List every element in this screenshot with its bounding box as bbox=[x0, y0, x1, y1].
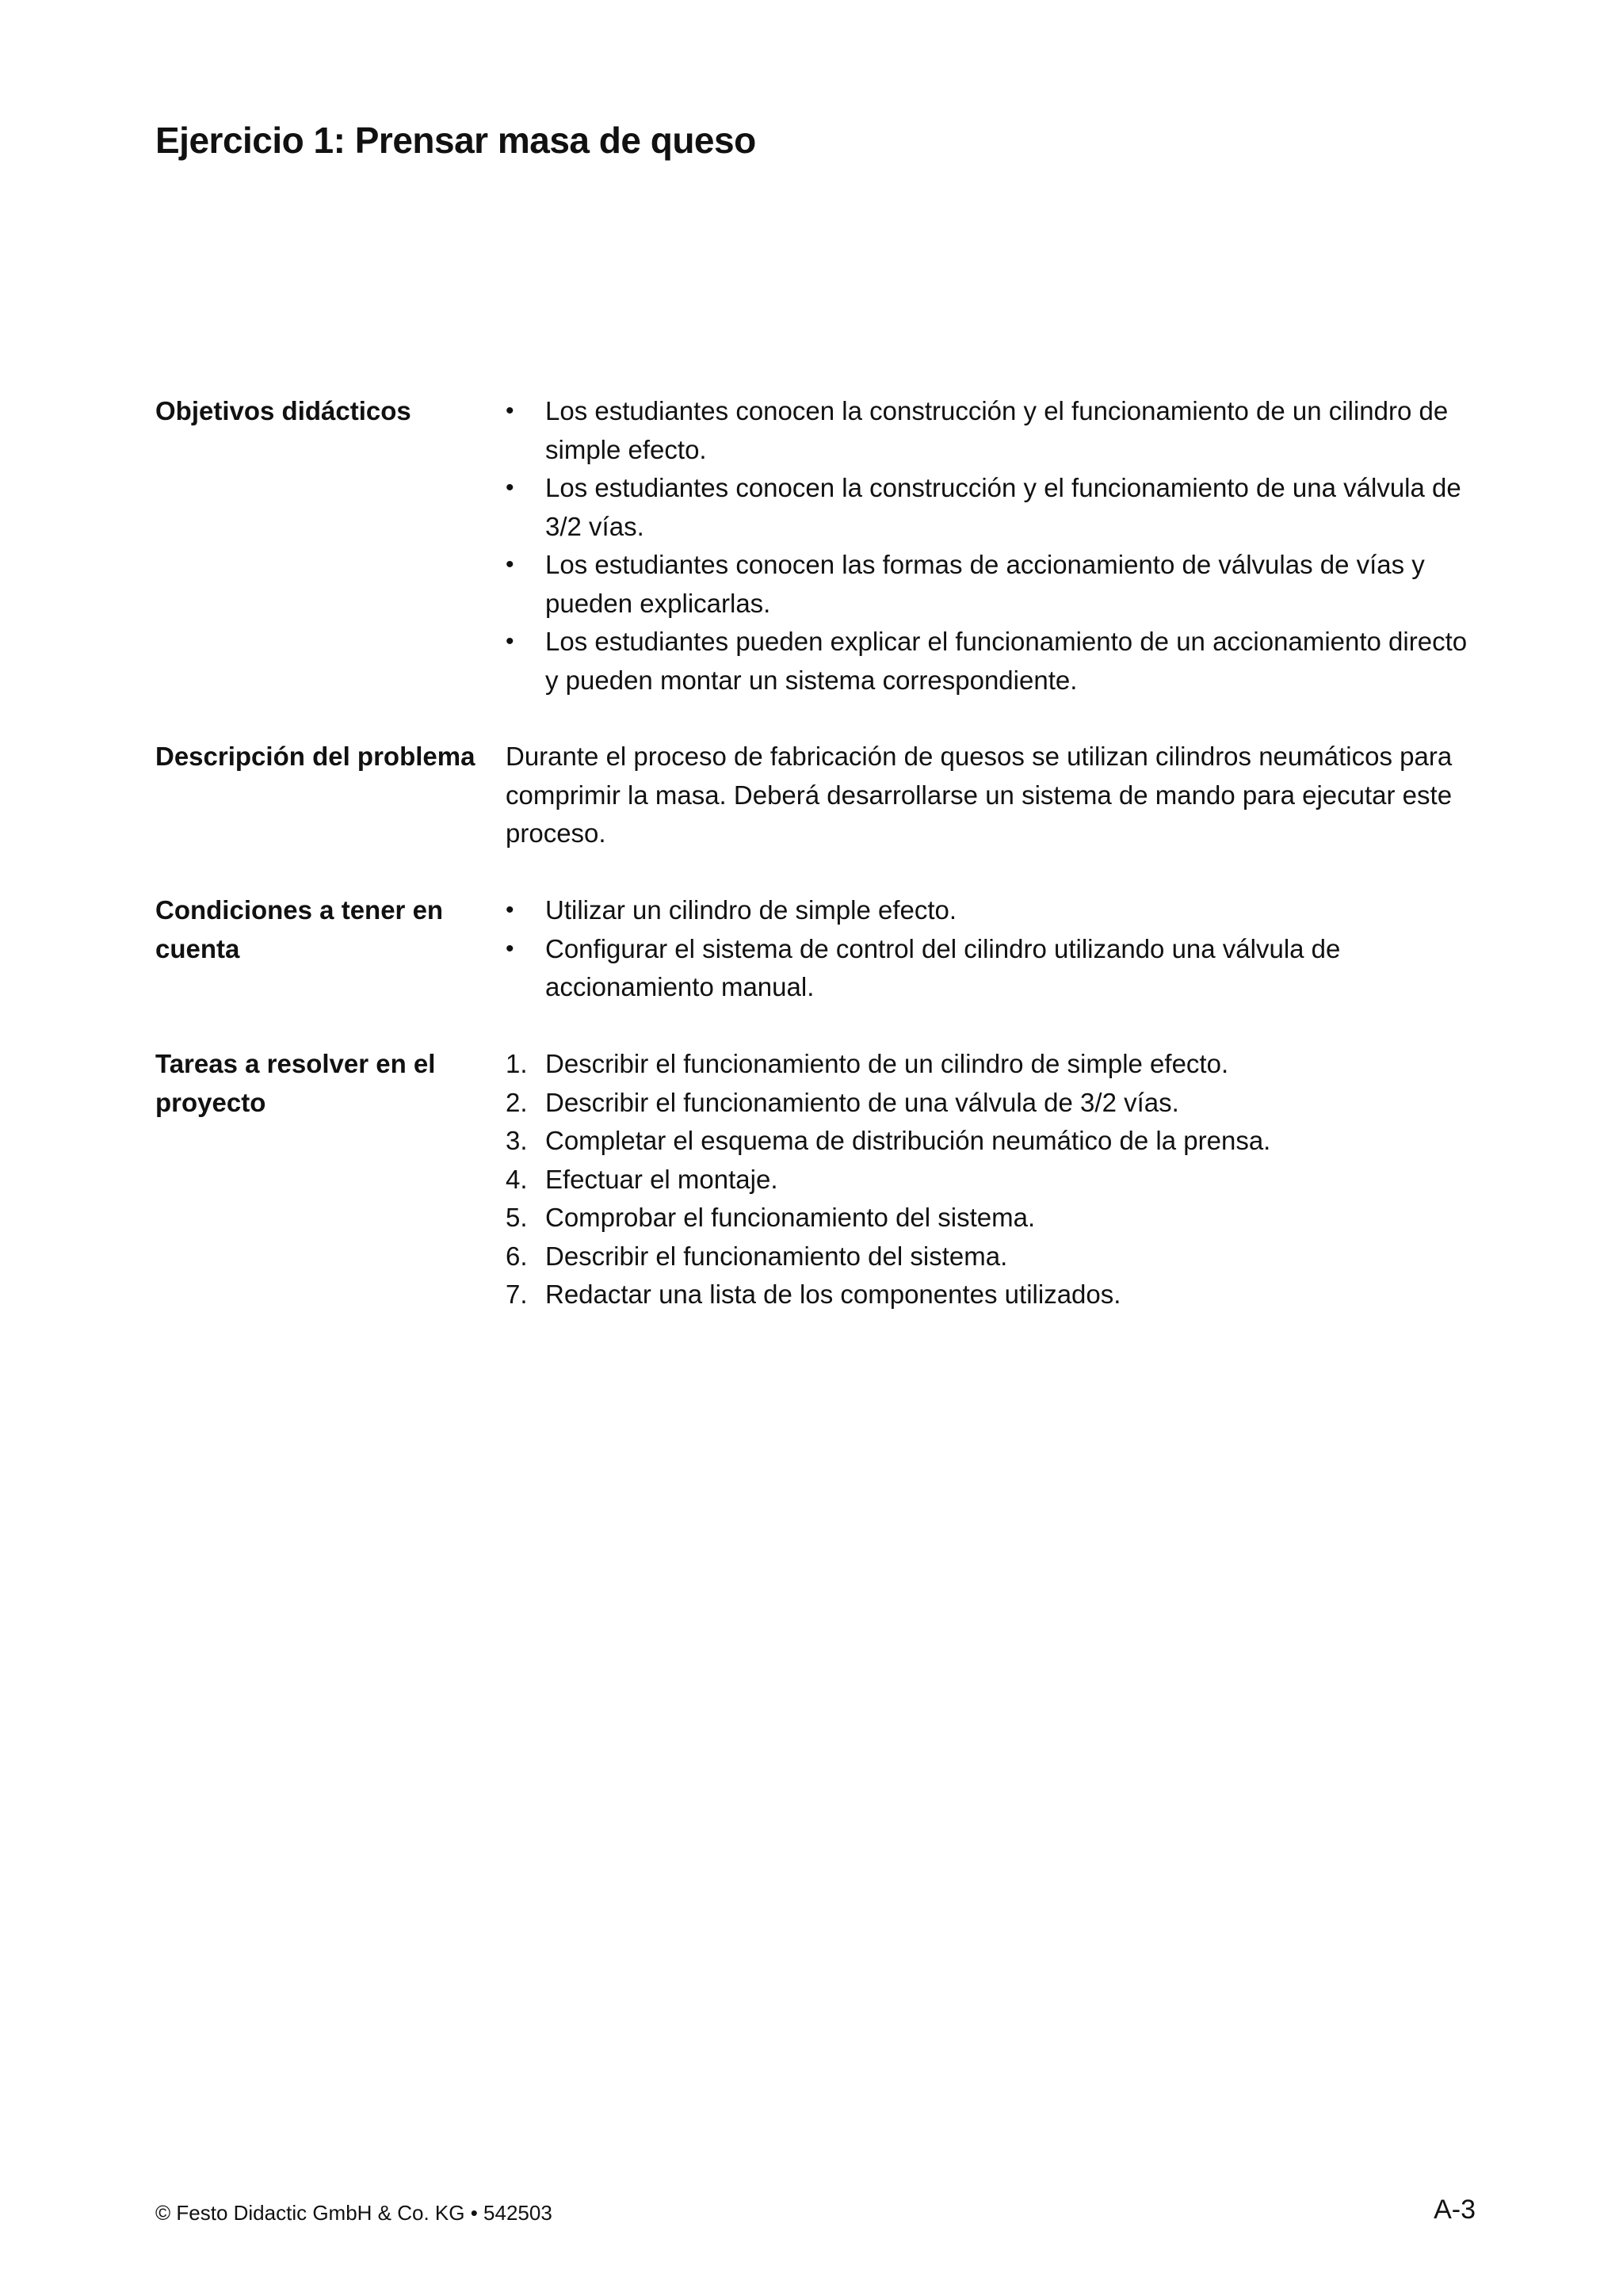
list-item-text: Configurar el sistema de control del cilindro utilizando una válvula de accionamiento manual. bbox=[545, 933, 1341, 1001]
list-item bbox=[506, 546, 1471, 623]
list-item-text: Describir el funcionamiento del sistema. bbox=[545, 1241, 1008, 1271]
bullet-list bbox=[506, 891, 1471, 1007]
list-item-text: Los estudiantes conocen la construcción y el funcionamiento de una válvula de 3/2 vías. bbox=[545, 473, 1461, 541]
step-number: 1. bbox=[506, 1049, 528, 1078]
list-item bbox=[506, 891, 1471, 930]
list-item bbox=[506, 1276, 1471, 1314]
list-item-text: Completar el esquema de distribución neumático de la prensa. bbox=[545, 1126, 1271, 1155]
paragraph: Durante el proceso de fabricación de quesos se utilizan cilindros neumáticos para comprimir la masa. Deberá desarrollarse un sistema de mando para ejecutar este proceso. bbox=[506, 742, 1453, 848]
section-body bbox=[506, 392, 1471, 700]
list-item bbox=[506, 392, 1471, 469]
list-item-text: Redactar una lista de los componentes utilizados. bbox=[545, 1280, 1121, 1309]
list-item bbox=[506, 930, 1471, 1007]
list-item-text: Los estudiantes conocen las formas de accionamiento de válvulas de vías y pueden explicarlas. bbox=[545, 550, 1425, 618]
list-item-text: Describir el funcionamiento de una válvula de 3/2 vías. bbox=[545, 1087, 1179, 1117]
list-item bbox=[506, 1238, 1471, 1276]
bullet-icon: • bbox=[506, 935, 514, 962]
step-number: 2. bbox=[506, 1087, 528, 1117]
step-number: 6. bbox=[506, 1241, 528, 1271]
list-item bbox=[506, 1122, 1471, 1161]
bullet-icon: • bbox=[506, 551, 514, 578]
list-item-text: Utilizar un cilindro de simple efecto. bbox=[545, 895, 957, 925]
section-body bbox=[506, 891, 1471, 1007]
section-body bbox=[506, 738, 1471, 853]
step-number: 7. bbox=[506, 1280, 528, 1309]
bullet-icon: • bbox=[506, 475, 514, 501]
numbered-list bbox=[506, 1045, 1471, 1314]
section-label: Descripción del problema bbox=[155, 742, 475, 771]
bullet-list bbox=[506, 392, 1471, 700]
step-number: 3. bbox=[506, 1126, 528, 1155]
page-number: A-3 bbox=[1434, 2195, 1476, 2225]
section-descripcion bbox=[155, 738, 1471, 853]
section-objetivos bbox=[155, 392, 1471, 700]
section-tareas bbox=[155, 1045, 1471, 1314]
section-label: Condiciones a tener en cuenta bbox=[155, 895, 444, 963]
list-item-text: Comprobar el funcionamiento del sistema. bbox=[545, 1203, 1036, 1232]
section-label: Tareas a resolver en el proyecto bbox=[155, 1049, 436, 1117]
bullet-icon: • bbox=[506, 897, 514, 923]
section-label: Objetivos didácticos bbox=[155, 396, 411, 425]
bullet-icon: • bbox=[506, 398, 514, 424]
footer-copyright: © Festo Didactic GmbH & Co. KG • 542503 bbox=[155, 2201, 552, 2225]
list-item-text: Los estudiantes conocen la construcción y el funcionamiento de un cilindro de simple efecto. bbox=[545, 396, 1449, 464]
list-item bbox=[506, 1199, 1471, 1238]
page-title: Ejercicio 1: Prensar masa de queso bbox=[155, 120, 756, 161]
step-number: 4. bbox=[506, 1164, 528, 1194]
list-item-text: Los estudiantes pueden explicar el funcionamiento de un accionamiento directo y pueden montar un sistema correspondiente. bbox=[545, 627, 1468, 695]
list-item-text: Efectuar el montaje. bbox=[545, 1164, 778, 1194]
list-item bbox=[506, 623, 1471, 700]
list-item bbox=[506, 469, 1471, 546]
section-condiciones bbox=[155, 891, 1471, 1007]
section-body bbox=[506, 1045, 1471, 1314]
list-item bbox=[506, 1084, 1471, 1123]
list-item bbox=[506, 1045, 1471, 1084]
list-item-text: Describir el funcionamiento de un cilindro de simple efecto. bbox=[545, 1049, 1229, 1078]
bullet-icon: • bbox=[506, 628, 514, 654]
list-item bbox=[506, 1161, 1471, 1199]
step-number: 5. bbox=[506, 1203, 528, 1232]
